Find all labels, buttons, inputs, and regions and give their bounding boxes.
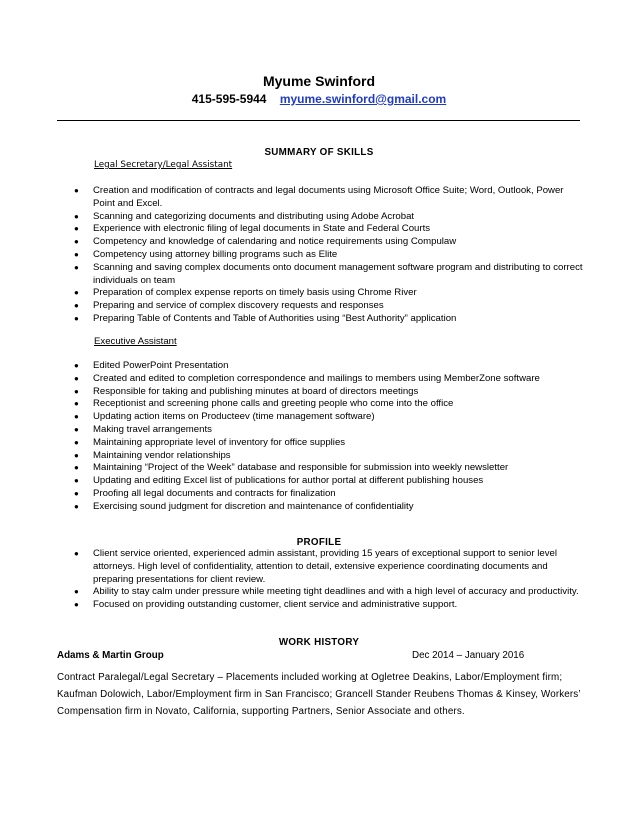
- bullet-icon: ●: [74, 237, 79, 247]
- legal-skill-item-text: Preparing Table of Contents and Table of Authorities using “Best Authority” application: [93, 312, 457, 324]
- exec-skill-item: [0, 398, 583, 411]
- legal-skill-item: [0, 262, 583, 288]
- legal-skill-item-text: Preparing and service of complex discovery requests and responses: [93, 300, 384, 312]
- legal-subheading: Legal Secretary/Legal Assistant: [94, 160, 233, 170]
- exec-skill-item: [0, 501, 583, 514]
- bullet-icon: ●: [74, 412, 79, 422]
- profile-heading: PROFILE: [296, 537, 342, 548]
- legal-skill-item: [0, 236, 583, 249]
- bullet-icon: ●: [74, 587, 79, 597]
- profile-item: [0, 586, 583, 599]
- bullet-icon: ●: [74, 313, 79, 323]
- exec-skill-item-text: Created and edited to completion correspondence and mailings to members using MemberZone software: [93, 372, 540, 384]
- exec-skill-item: [0, 424, 583, 437]
- profile-list: [0, 548, 583, 612]
- profile-item: [0, 599, 583, 612]
- exec-skill-item-text: Maintaining “Project of the Week” database and responsible for submission into weekly newsletter: [93, 462, 509, 474]
- exec-skill-item-text: Edited PowerPoint Presentation: [93, 360, 229, 371]
- exec-skill-item: [0, 450, 583, 463]
- bullet-icon: ●: [74, 476, 79, 486]
- legal-skill-item-text: Scanning and categorizing documents and distributing using Adobe Acrobat: [93, 210, 415, 222]
- legal-skill-item-text: Creation and modification of contracts and legal documents using Microsoft Office Suite; Word, Outlook, Power Point and Excel.: [93, 185, 564, 209]
- exec-subheading: Executive Assistant: [94, 336, 177, 347]
- contact-line: [0, 92, 638, 106]
- legal-skill-item-text: Preparation of complex expense reports on timely basis using Chrome River: [93, 287, 417, 299]
- legal-skill-item: [0, 185, 583, 211]
- exec-skill-item-text: Updating and editing Excel list of publications for author portal at different publishing houses: [93, 475, 484, 487]
- candidate-name: Myume Swinford: [262, 73, 375, 89]
- bullet-icon: ●: [74, 224, 79, 234]
- profile-item-text: Client service oriented, experienced admin assistant, providing 15 years of exceptional support to senior level attorneys. High level of confidentiality, attention to detail, extensive experience coordinating documents and preparing presentations for client review.: [93, 548, 557, 585]
- legal-skill-item: [0, 249, 583, 262]
- exec-skill-item: [0, 462, 583, 475]
- work-history-heading: WORK HISTORY: [278, 637, 360, 648]
- bullet-icon: ●: [74, 549, 79, 558]
- employer-name: Adams & Martin Group: [57, 650, 164, 661]
- skills-heading: SUMMARY OF SKILLS: [264, 147, 374, 158]
- exec-skill-item-text: Proofing all legal documents and contracts for finalization: [93, 487, 336, 499]
- bullet-icon: ●: [74, 386, 79, 396]
- profile-item-text: Focused on providing outstanding customer, client service and administrative support.: [93, 599, 458, 611]
- exec-skills-list: [0, 360, 583, 514]
- job-description: Contract Paralegal/Legal Secretary – Placements included working at Ogletree Deakins, Labor/Employment firm; Kaufman Dolowich, Labor/Employment firm in San Francisco; Grancell Stander Reubens Thomas & Kinsey, Workers’ Compensation firm in Novato, California, supporting Partners, Senior Associate and others.: [57, 672, 581, 717]
- legal-skills-list: [0, 185, 583, 326]
- exec-skill-item-text: Exercising sound judgment for discretion and maintenance of confidentiality: [93, 500, 414, 512]
- legal-skill-item: [0, 300, 583, 313]
- legal-skill-item: [0, 211, 583, 224]
- profile-item-text: Ability to stay calm under pressure while meeting tight deadlines and with a high level of accuracy and productivity.: [93, 586, 579, 598]
- bullet-icon: ●: [74, 600, 79, 610]
- exec-skill-item-text: Maintaining vendor relationships: [93, 449, 231, 461]
- bullet-icon: ●: [74, 463, 79, 473]
- bullet-icon: ●: [74, 288, 79, 298]
- bullet-icon: ●: [74, 262, 79, 272]
- bullet-icon: ●: [74, 450, 79, 460]
- exec-skill-item-text: Receptionist and screening phone calls and greeting people who come into the office: [93, 398, 454, 410]
- exec-skill-item-text: Maintaining appropriate level of inventory for office supplies: [93, 436, 346, 448]
- exec-skill-item: [0, 386, 583, 399]
- legal-skill-item-text: Competency and knowledge of calendaring and notice requirements using Compulaw: [93, 236, 457, 248]
- legal-skill-item: [0, 287, 583, 300]
- bullet-icon: ●: [74, 399, 79, 409]
- exec-skill-item: [0, 437, 583, 450]
- bullet-icon: ●: [74, 186, 79, 195]
- legal-skill-item-text: Experience with electronic filing of legal documents in State and Federal Courts: [93, 223, 431, 235]
- bullet-icon: ●: [74, 361, 79, 370]
- exec-skill-item-text: Making travel arrangements: [93, 423, 212, 435]
- email-link[interactable]: myume.swinford@gmail.com: [279, 92, 447, 106]
- phone-number: 415-595-5944: [191, 92, 267, 106]
- bullet-icon: ●: [74, 501, 79, 511]
- exec-skill-item: [0, 475, 583, 488]
- exec-skill-item: [0, 488, 583, 501]
- legal-skill-item: [0, 223, 583, 236]
- bullet-icon: ●: [74, 373, 79, 383]
- bullet-icon: ●: [74, 301, 79, 311]
- bullet-icon: ●: [74, 249, 79, 259]
- legal-skill-item-text: Competency using attorney billing programs such as Elite: [93, 248, 338, 260]
- bullet-icon: ●: [74, 424, 79, 434]
- bullet-icon: ●: [74, 437, 79, 447]
- profile-item: [0, 548, 583, 586]
- exec-skill-item-text: Updating action items on Producteev (time management software): [93, 411, 375, 423]
- exec-skill-item: [0, 411, 583, 424]
- employment-dates: Dec 2014 – January 2016: [412, 650, 525, 661]
- bullet-icon: ●: [74, 488, 79, 498]
- legal-skill-item-text: Scanning and saving complex documents onto document management software program and distributing to correct individuals on team: [93, 261, 583, 286]
- header-divider: [57, 120, 580, 121]
- bullet-icon: ●: [74, 211, 79, 221]
- exec-skill-item-text: Responsible for taking and publishing minutes at board of directors meetings: [93, 385, 419, 397]
- legal-skill-item: [0, 313, 583, 326]
- exec-skill-item: [0, 360, 583, 373]
- exec-skill-item: [0, 373, 583, 386]
